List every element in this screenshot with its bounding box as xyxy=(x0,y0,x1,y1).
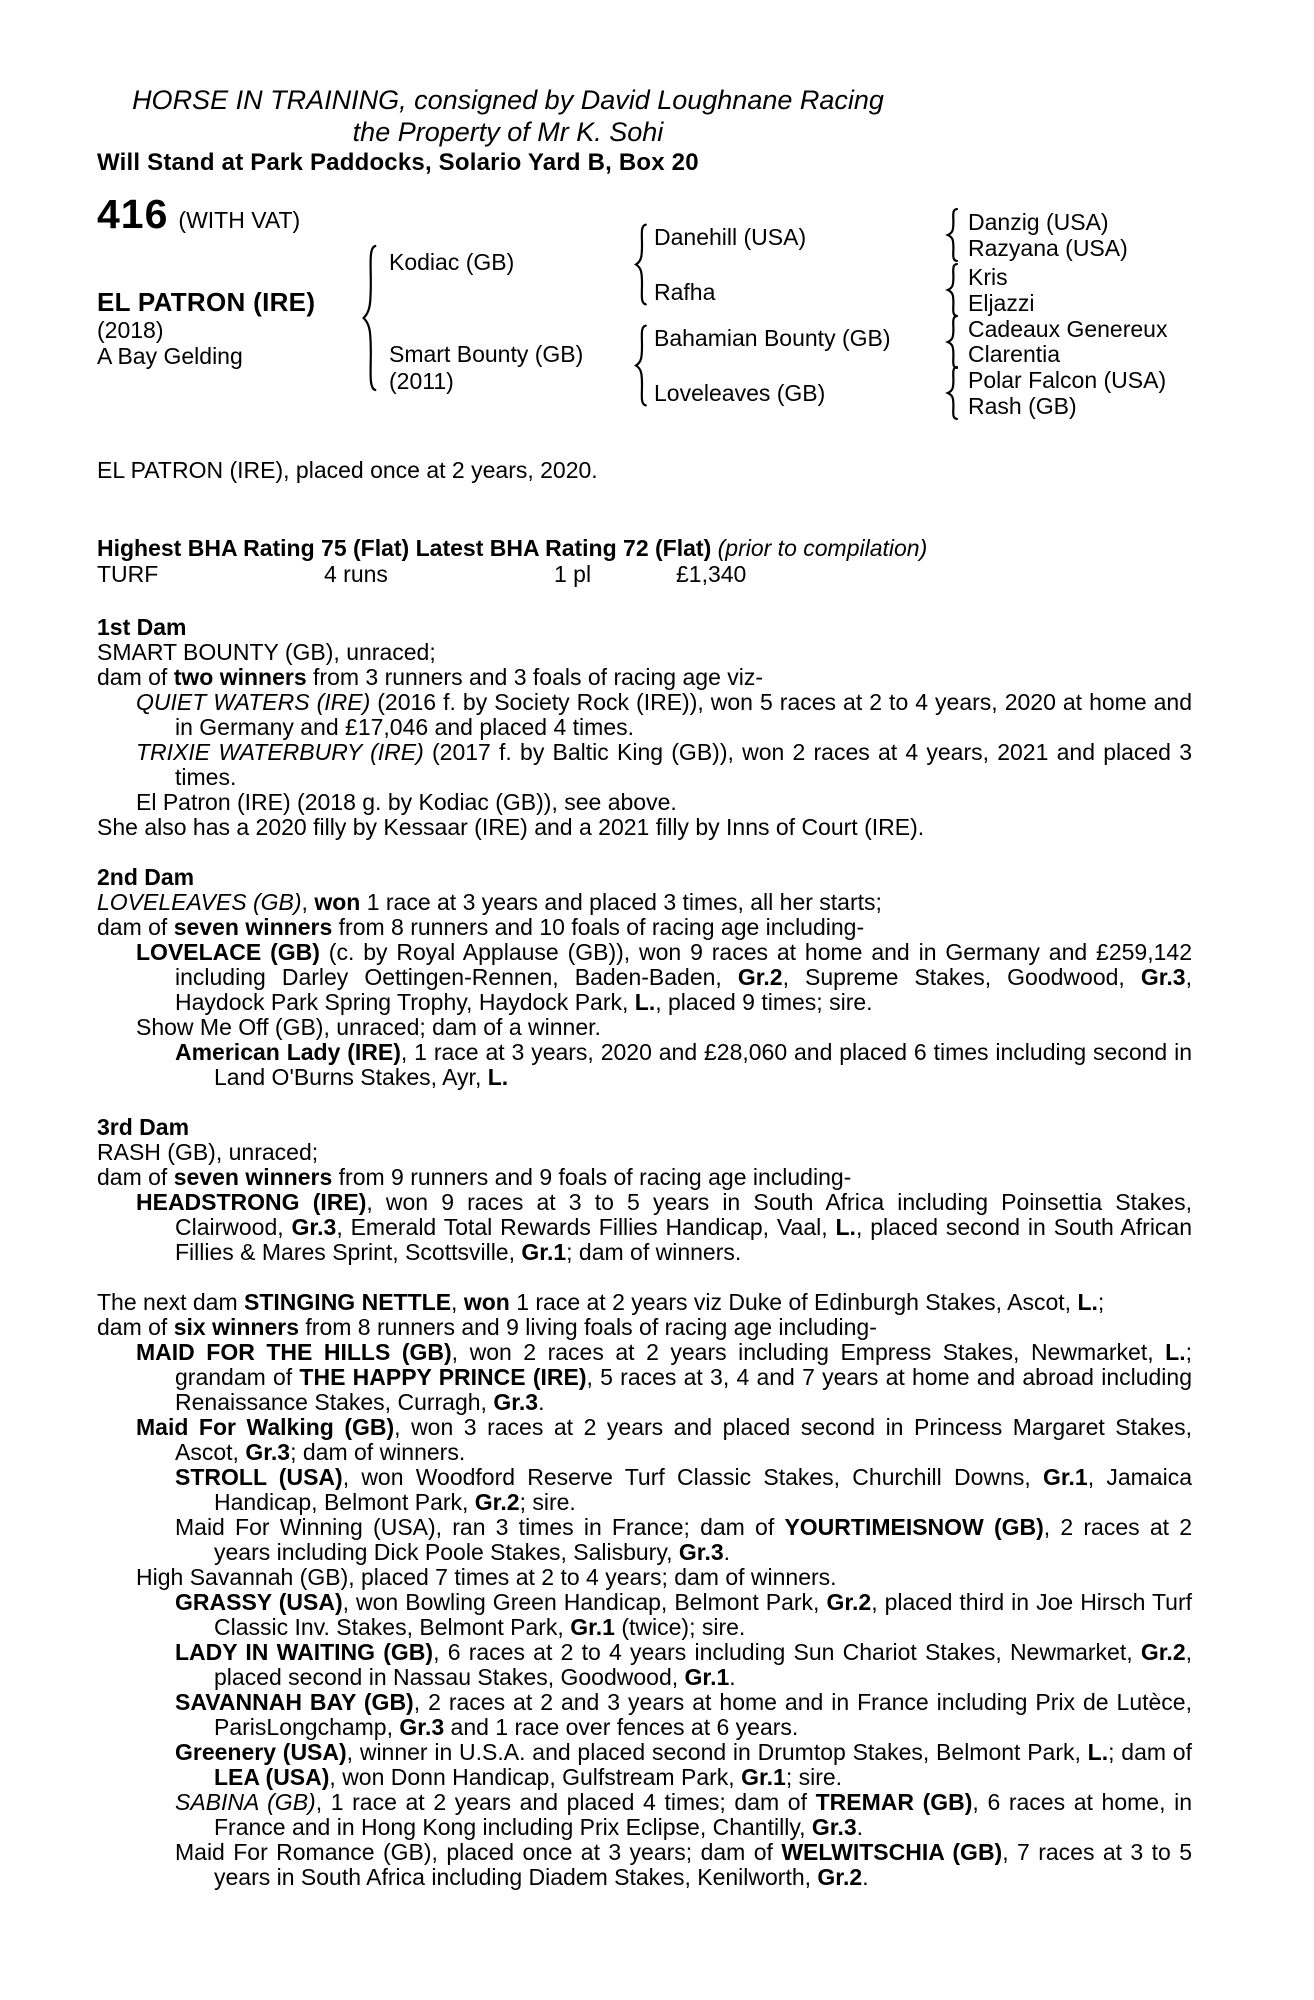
text-segment: Gr.2 xyxy=(474,1489,520,1515)
text-segment: GRASSY (USA) xyxy=(175,1589,343,1615)
text-segment: . xyxy=(729,1664,736,1690)
next-dam-paragraph-5 xyxy=(97,1465,1192,1515)
text-segment: Gr.3 xyxy=(1140,964,1186,990)
text-segment: won xyxy=(314,889,361,915)
text-segment: , placed second in South African Fillies & Mares Sprint, Scottsville, xyxy=(175,1214,1193,1265)
text-segment: six winners xyxy=(173,1314,299,1340)
text-segment: LEA (USA) xyxy=(214,1764,330,1790)
text-segment: L. xyxy=(1165,1339,1186,1365)
text-segment: , 1 race at 3 years, 2020 and £28,060 and placed 6 times including second in Land O'Burns Stakes, Ayr, xyxy=(214,1039,1192,1090)
text-segment: , won 9 races at 3 to 5 years in South Africa including Poinsettia Stakes, Clairwood, xyxy=(175,1189,1192,1240)
text-segment: won xyxy=(463,1289,510,1315)
text-segment: Gr.1 xyxy=(1042,1464,1088,1490)
pedigree-brace-gg4 xyxy=(945,366,959,420)
text-segment: ; dam of winners. xyxy=(290,1439,466,1465)
text-segment: , won Bowling Green Handicap, Belmont Park, xyxy=(342,1589,827,1615)
text-segment: , Haydock Park Spring Trophy, Haydock Park, xyxy=(175,964,1192,1015)
text-segment: from 9 runners and 9 foals of racing age including- xyxy=(332,1164,852,1190)
text-segment: ; dam of winners. xyxy=(566,1239,742,1265)
text-segment: , Emerald Total Rewards Fillies Handicap, Vaal, xyxy=(336,1214,836,1240)
next-dam-paragraph-10 xyxy=(97,1690,1192,1740)
sire-name: Kodiac (GB) xyxy=(389,249,515,275)
text-segment: TRIXIE WATERBURY (IRE) xyxy=(136,739,424,765)
dam2-heading: 2nd Dam xyxy=(97,864,195,890)
next-dam-section xyxy=(97,1290,1192,1890)
dam1-paragraph-6 xyxy=(97,815,1192,840)
gg-name: Cadeaux Genereux xyxy=(968,316,1168,342)
gg-name: Razyana (USA) xyxy=(968,235,1128,261)
dam3-heading: 3rd Dam xyxy=(97,1114,190,1140)
text-segment: ; sire. xyxy=(519,1489,576,1515)
dam1-section xyxy=(97,615,1192,840)
next-dam-paragraph-4 xyxy=(97,1415,1192,1465)
pedigree-brace-gg3 xyxy=(945,315,959,369)
gg-name: Clarentia xyxy=(968,341,1061,367)
text-segment: seven winners xyxy=(173,1164,333,1190)
foaling-year: (2018) xyxy=(97,317,164,343)
text-segment: (twice); sire. xyxy=(614,1614,746,1640)
vat-note: (WITH VAT) xyxy=(178,207,301,233)
dam1-paragraph-1 xyxy=(97,640,1192,665)
dam1-paragraph-4 xyxy=(97,740,1192,790)
text-segment: , 6 races at 2 to 4 years including Sun Chariot Stakes, Newmarket, xyxy=(433,1639,1141,1665)
dam1-paragraph-5 xyxy=(97,790,1192,815)
text-segment: Gr.1 xyxy=(684,1664,730,1690)
text-segment: ; xyxy=(1097,1289,1105,1315)
text-segment: dam of xyxy=(97,1314,174,1340)
text-segment: (2016 f. by Society Rock (IRE)), won 5 races at 2 to 4 years, 2020 at home and in Germany and £17,046 and placed 4 times. xyxy=(175,689,1193,740)
race-record-summary: EL PATRON (IRE), placed once at 2 years, 2020. xyxy=(97,457,598,483)
text-segment: Gr.2 xyxy=(826,1589,872,1615)
text-segment: Gr.3 xyxy=(811,1814,857,1840)
dam3-paragraph-1 xyxy=(97,1140,1192,1165)
text-segment: from 8 runners and 9 living foals of racing age including- xyxy=(299,1314,877,1340)
text-segment: American Lady (IRE) xyxy=(175,1039,401,1065)
text-segment: Maid For Walking (GB) xyxy=(136,1414,395,1440)
text-segment: Greenery (USA) xyxy=(175,1739,347,1765)
text-segment: , 6 races at home, in France and in Hong Kong including Prix Eclipse, Chantilly, xyxy=(214,1789,1192,1840)
text-segment: from 8 runners and 10 foals of racing age including- xyxy=(332,914,865,940)
pedigree-brace-gg2 xyxy=(945,263,959,317)
dam1-paragraph-2 xyxy=(97,665,1192,690)
text-segment: LOVELACE (GB) xyxy=(136,939,320,965)
dam3-paragraph-2 xyxy=(97,1165,1192,1190)
gg-name: Polar Falcon (USA) xyxy=(968,367,1167,393)
sire-sire-name: Danehill (USA) xyxy=(654,224,807,250)
text-segment: . xyxy=(723,1539,731,1565)
text-segment: The next dam xyxy=(97,1289,245,1315)
dam2-paragraph-2 xyxy=(97,915,1192,940)
dam-name: Smart Bounty (GB) xyxy=(389,341,584,367)
gg-name: Eljazzi xyxy=(968,290,1035,316)
dam2-paragraph-4 xyxy=(97,1015,1192,1040)
text-segment: YOURTIMEISNOW (GB) xyxy=(784,1514,1044,1540)
text-segment: , 7 races at 3 to 5 years in South Africa including Diadem Stakes, Kenilworth, xyxy=(214,1839,1192,1890)
text-segment: Gr.1 xyxy=(741,1764,786,1790)
dam-year: (2011) xyxy=(389,368,454,394)
text-segment: STINGING NETTLE xyxy=(244,1289,452,1315)
text-segment: She also has a 2020 filly by Kessaar (IRE) and a 2021 filly by Inns of Court (IRE). xyxy=(97,814,925,840)
next-dam-paragraph-2 xyxy=(97,1315,1192,1340)
text-segment: HEADSTRONG (IRE) xyxy=(136,1189,367,1215)
consignment-line: HORSE IN TRAINING, consigned by David Loughnane Racing xyxy=(132,85,884,115)
dam-sections xyxy=(97,615,1192,1890)
text-segment: , xyxy=(451,1289,464,1315)
text-segment: LOVELEAVES (GB) xyxy=(97,889,302,915)
text-segment: . xyxy=(862,1864,869,1890)
next-dam-paragraph-7 xyxy=(97,1565,1192,1590)
text-segment: , won Woodford Reserve Turf Classic Stakes, Churchill Downs, xyxy=(342,1464,1043,1490)
sire-dam-name: Rafha xyxy=(654,279,716,305)
dam-sire-name: Bahamian Bounty (GB) xyxy=(654,325,891,351)
text-segment: . xyxy=(856,1814,864,1840)
bha-rating-values: Highest BHA Rating 75 (Flat) Latest BHA Rating 72 (Flat) xyxy=(97,535,712,561)
text-segment: LADY IN WAITING (GB) xyxy=(175,1639,434,1665)
text-segment: MAID FOR THE HILLS (GB) xyxy=(136,1339,452,1365)
text-segment: Gr.1 xyxy=(521,1239,567,1265)
text-segment: , won Donn Handicap, Gulfstream Park, xyxy=(329,1764,742,1790)
property-line: the Property of Mr K. Sohi xyxy=(352,117,664,147)
earnings-amount: £1,340 xyxy=(676,561,747,587)
text-segment: L. xyxy=(835,1214,856,1240)
next-dam-paragraph-9 xyxy=(97,1640,1192,1690)
dam1-heading: 1st Dam xyxy=(97,614,187,640)
lot-row xyxy=(97,191,301,237)
text-segment: Gr.2 xyxy=(1140,1639,1186,1665)
dam2-paragraph-3 xyxy=(97,940,1192,1015)
text-segment: Maid For Romance (GB), placed once at 3 years; dam of xyxy=(175,1839,782,1865)
text-segment: Gr.2 xyxy=(737,964,783,990)
text-segment: High Savannah (GB), placed 7 times at 2 to 4 years; dam of winners. xyxy=(136,1564,837,1590)
text-segment: , won 3 races at 2 years and placed second in Princess Margaret Stakes, Ascot, xyxy=(175,1414,1192,1465)
text-segment: , Jamaica Handicap, Belmont Park, xyxy=(214,1464,1192,1515)
text-segment: (c. by Royal Applause (GB)), won 9 races at home and in Germany and £259,142 including Darley Oettingen-Rennen, Baden-Baden, xyxy=(175,939,1192,990)
next-dam-paragraph-11 xyxy=(97,1740,1192,1790)
text-segment: QUIET WATERS (IRE) xyxy=(136,689,371,715)
text-segment: Gr.1 xyxy=(570,1614,615,1640)
text-segment: ; sire. xyxy=(785,1764,843,1790)
text-segment: , 5 races at 3, 4 and 7 years at home and abroad including Renaissance Stakes, Curragh, xyxy=(175,1364,1192,1415)
text-segment: SMART BOUNTY (GB), unraced; xyxy=(97,639,436,665)
text-segment: and 1 race over fences at 6 years. xyxy=(444,1714,799,1740)
dam-dam-name: Loveleaves (GB) xyxy=(654,380,826,406)
page-header xyxy=(97,84,919,148)
dam2-paragraph-5 xyxy=(97,1040,1192,1090)
text-segment: ; grandam of xyxy=(175,1339,1192,1390)
pedigree-brace-sire xyxy=(633,223,648,306)
text-segment: dam of xyxy=(97,914,174,940)
text-segment: L. xyxy=(487,1064,509,1090)
runs-count: 4 runs xyxy=(324,561,388,587)
rating-compilation-note: (prior to compilation) xyxy=(717,535,928,561)
text-segment: SABINA (GB) xyxy=(175,1789,316,1815)
placings-count: 1 pl xyxy=(554,561,592,587)
text-segment: , placed third in Joe Hirsch Turf Classic Inv. Stakes, Belmont Park, xyxy=(214,1589,1192,1640)
text-segment: 1 race at 3 years and placed 3 times, all her starts; xyxy=(360,889,882,915)
text-segment: THE HAPPY PRINCE (IRE) xyxy=(299,1364,587,1390)
next-dam-paragraph-8 xyxy=(97,1590,1192,1640)
gg-name: Rash (GB) xyxy=(968,393,1077,419)
text-segment: Gr.2 xyxy=(817,1864,863,1890)
dam3-section xyxy=(97,1115,1192,1265)
text-segment: SAVANNAH BAY (GB) xyxy=(175,1689,414,1715)
surface-label: TURF xyxy=(97,561,159,587)
text-segment: Show Me Off (GB), unraced; dam of a winner. xyxy=(136,1014,601,1040)
text-segment: Maid For Winning (USA), ran 3 times in France; dam of xyxy=(175,1514,785,1540)
text-segment: , 1 race at 2 years and placed 4 times; dam of xyxy=(315,1789,816,1815)
text-segment: RASH (GB), unraced; xyxy=(97,1139,319,1165)
next-dam-paragraph-13 xyxy=(97,1840,1192,1890)
text-segment: STROLL (USA) xyxy=(175,1464,343,1490)
text-segment: Gr.3 xyxy=(678,1539,724,1565)
dam2-section xyxy=(97,865,1192,1090)
pedigree-table xyxy=(97,191,1192,428)
lot-number: 416 xyxy=(97,191,169,237)
dam3-paragraph-3 xyxy=(97,1190,1192,1265)
text-segment: . xyxy=(538,1389,545,1415)
text-segment: dam of xyxy=(97,1164,174,1190)
text-segment: L. xyxy=(634,989,656,1015)
stand-location-line: Will Stand at Park Paddocks, Solario Yard B, Box 20 xyxy=(97,149,699,176)
bha-rating-line xyxy=(97,535,1192,561)
dam1-paragraph-3 xyxy=(97,690,1192,740)
next-dam-paragraph-12 xyxy=(97,1790,1192,1840)
text-segment: , 2 races at 2 and 3 years at home and in France including Prix de Lutèce, ParisLongchamp, xyxy=(214,1689,1192,1740)
text-segment: two winners xyxy=(173,664,307,690)
text-segment: El Patron (IRE) (2018 g. by Kodiac (GB)), see above. xyxy=(136,789,677,815)
text-segment: , placed second in Nassau Stakes, Goodwood, xyxy=(214,1639,1193,1690)
text-segment: L. xyxy=(1087,1739,1109,1765)
text-segment: dam of xyxy=(97,664,174,690)
text-segment: Gr.3 xyxy=(399,1714,445,1740)
race-record-statistics-row xyxy=(97,561,1192,587)
horse-description: A Bay Gelding xyxy=(97,343,243,369)
text-segment: , Supreme Stakes, Goodwood, xyxy=(782,964,1141,990)
dam2-paragraph-1 xyxy=(97,890,1192,915)
pedigree-brace-main xyxy=(360,243,378,393)
text-segment: Gr.3 xyxy=(493,1389,539,1415)
text-segment: TREMAR (GB) xyxy=(815,1789,973,1815)
text-segment: Gr.3 xyxy=(245,1439,291,1465)
text-segment: seven winners xyxy=(173,914,333,940)
next-dam-paragraph-6 xyxy=(97,1515,1192,1565)
text-segment: L. xyxy=(1077,1289,1098,1315)
next-dam-paragraph-1 xyxy=(97,1290,1192,1315)
text-segment: ; dam of xyxy=(1108,1739,1192,1765)
text-segment: Gr.3 xyxy=(291,1214,337,1240)
gg-name: Kris xyxy=(968,264,1008,290)
text-segment: , 2 races at 2 years including Dick Poole Stakes, Salisbury, xyxy=(214,1514,1192,1565)
text-segment: , placed 9 times; sire. xyxy=(655,989,873,1015)
horse-name: EL PATRON (IRE) xyxy=(97,287,316,317)
gg-name: Danzig (USA) xyxy=(968,209,1109,235)
text-segment: WELWITSCHIA (GB) xyxy=(781,1839,1003,1865)
text-segment: , xyxy=(301,889,315,915)
pedigree-brace-gg1 xyxy=(945,208,959,262)
text-segment: from 3 runners and 3 foals of racing age viz- xyxy=(306,664,764,690)
text-segment: (2017 f. by Baltic King (GB)), won 2 races at 4 years, 2021 and placed 3 times. xyxy=(175,739,1192,790)
text-segment: , won 2 races at 2 years including Empress Stakes, Newmarket, xyxy=(451,1339,1166,1365)
next-dam-paragraph-3 xyxy=(97,1340,1192,1415)
text-segment: 1 race at 2 years viz Duke of Edinburgh Stakes, Ascot, xyxy=(509,1289,1078,1315)
pedigree-brace-dam xyxy=(633,324,648,407)
text-segment: , winner in U.S.A. and placed second in Drumtop Stakes, Belmont Park, xyxy=(346,1739,1088,1765)
